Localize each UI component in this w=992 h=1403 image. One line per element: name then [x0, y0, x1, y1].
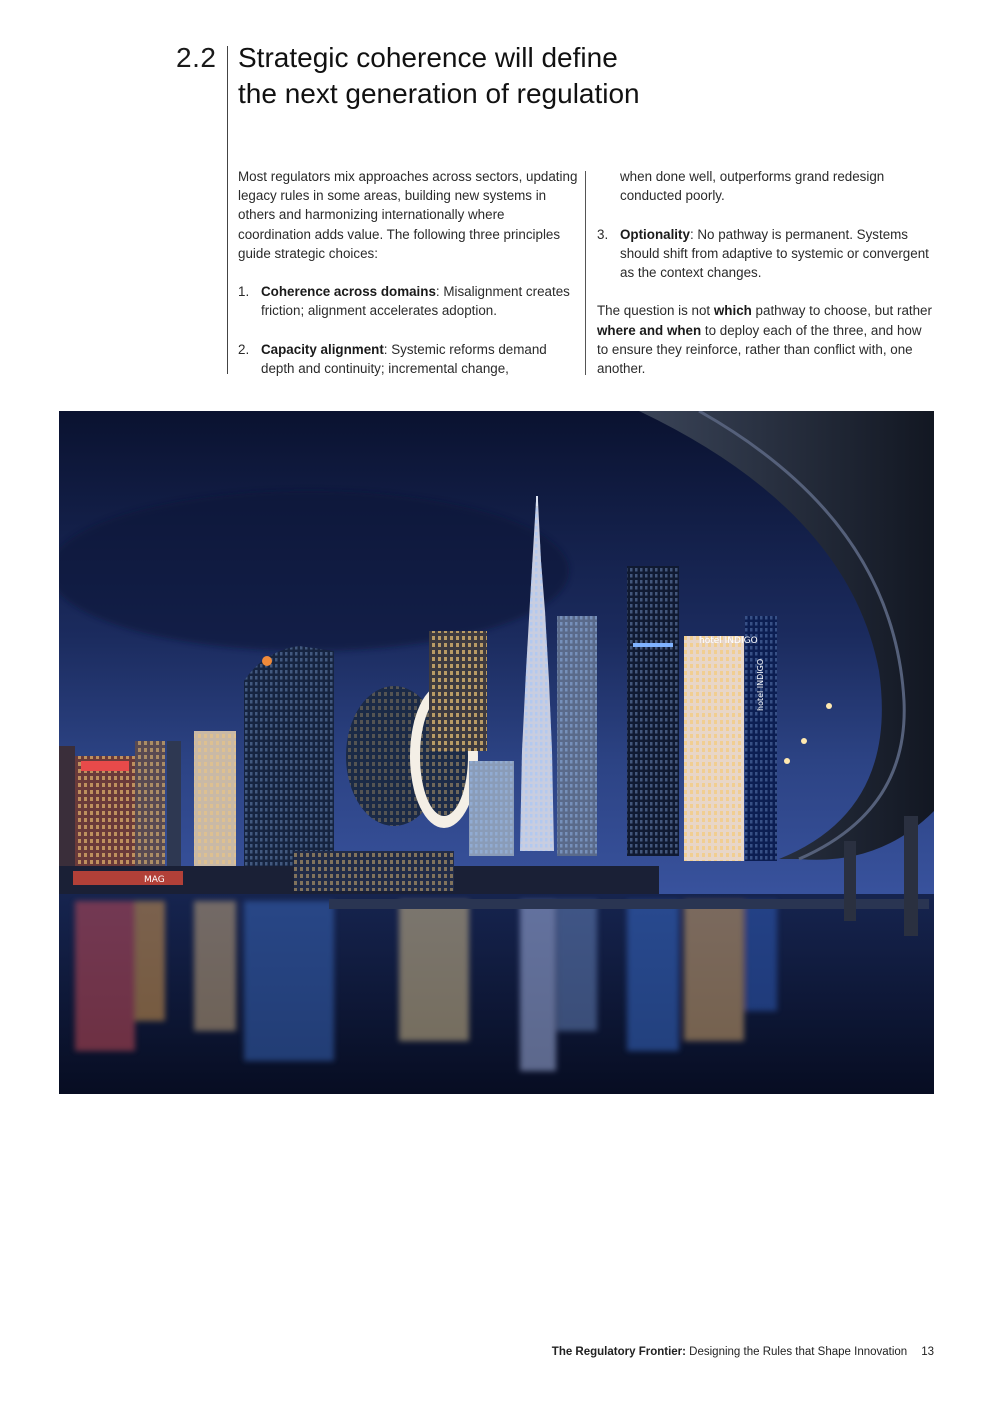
- principle-text: when done well, outperforms grand redesign conducted poorly.: [620, 169, 885, 204]
- section-title-line-2: the next generation of regulation: [238, 78, 640, 109]
- publication-title: The Regulatory Frontier:: [551, 1346, 686, 1358]
- principle-term: Optionality: [620, 226, 690, 242]
- principle-term: Capacity alignment: [261, 341, 384, 357]
- closing-text: pathway to choose, but rather: [751, 303, 932, 319]
- section-title-line-1: Strategic coherence will define: [238, 42, 618, 73]
- principle-item-1: [238, 282, 578, 320]
- column-divider: [585, 171, 586, 375]
- closing-paragraph: [597, 301, 932, 378]
- closing-text: to deploy each of the three, and how to ensure they reinforce, rather than conflict with, one another.: [597, 322, 922, 376]
- principle-text: : Systemic reforms demand depth and continuity; incremental change,: [261, 341, 547, 376]
- heading-divider: [227, 46, 228, 374]
- section-number: 2.2: [176, 42, 217, 73]
- closing-text: The question is not: [597, 303, 714, 319]
- closing-emphasis: where and when: [597, 322, 702, 338]
- text-column-left: [238, 167, 578, 378]
- section-title: [238, 40, 798, 112]
- publication-subtitle: Designing the Rules that Shape Innovation: [685, 1346, 908, 1358]
- page-number: 13: [921, 1346, 934, 1358]
- principle-number: 2.: [238, 341, 250, 357]
- intro-paragraph: Most regulators mix approaches across sectors, updating legacy rules in some areas, building new systems in others and harmonizing internationally where coordination adds value. The following three principles guide strategic choices:: [238, 169, 578, 261]
- dubai-skyline-photo: [59, 411, 934, 1094]
- building-sign: MAG: [144, 875, 165, 885]
- hotel-sign-vertical: hotel INDIGO: [756, 658, 765, 711]
- principle-item-2-continued: [597, 167, 932, 205]
- principle-text: : No pathway is permanent. Systems should shift from adaptive to systemic or convergent as the context changes.: [620, 226, 929, 280]
- page-footer: [552, 1346, 934, 1358]
- principle-number: 1.: [238, 284, 250, 300]
- principle-term: Coherence across domains: [261, 284, 436, 300]
- principle-item-3: [597, 225, 932, 283]
- hotel-sign: hotel INDIGO: [699, 636, 758, 646]
- text-column-right: [597, 167, 932, 378]
- principle-item-2: [238, 340, 578, 378]
- closing-emphasis: which: [713, 303, 752, 319]
- principle-text: : Misalignment creates friction; alignment accelerates adoption.: [261, 284, 570, 319]
- principle-number: 3.: [597, 226, 609, 242]
